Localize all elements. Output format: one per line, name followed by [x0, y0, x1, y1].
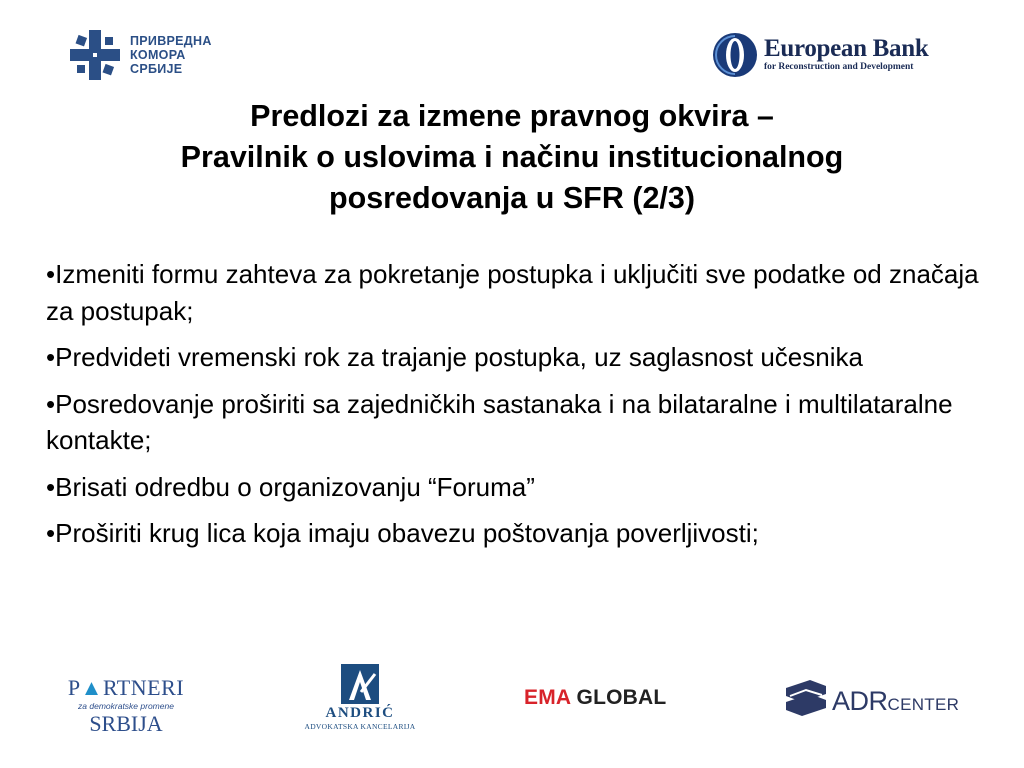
pks-line-1: ПРИВРЕДНА: [130, 34, 212, 48]
pks-line-2: КОМОРА: [130, 48, 186, 62]
title-line-2: Pravilnik o uslovima i načinu institucionalnog: [180, 140, 844, 174]
partneri-logo: [58, 676, 194, 736]
andric-name: ANDRIĆ: [325, 705, 395, 721]
bullet-item: •Posredovanje proširiti sa zajedničkih sastanaka i na bilataralne i multilataralne kontakte;: [46, 388, 953, 455]
andric-logo: [303, 664, 417, 732]
partneri-letters-rest: RTNERI: [102, 675, 185, 700]
partneri-tagline: za demokratske promene: [78, 701, 174, 711]
adr-center-logo: [784, 680, 959, 722]
ebrd-emblem-icon: [712, 32, 758, 78]
bullet-item: •Brisati odredbu o organizovanju “Foruma”: [46, 471, 535, 502]
partneri-letter-p: P: [67, 675, 81, 700]
adr-wordmark: [832, 686, 959, 717]
slide-title: [60, 96, 964, 219]
ema-red-text: EMA: [524, 686, 571, 709]
bullet-item: •Izmeniti formu zahteva za pokretanje postupka i uključiti sve podatke od značaja za postupak;: [46, 259, 979, 326]
ebrd-subtitle: for Reconstruction and Development: [764, 62, 914, 72]
partneri-country: SRBIJA: [89, 711, 163, 736]
ebrd-name: European Bank: [764, 35, 929, 62]
title-line-3: posredovanja u SFR (2/3): [328, 181, 696, 215]
pks-line-3: СРБИЈЕ: [130, 62, 183, 76]
bullet-list: [46, 256, 986, 552]
ema-dark-text: GLOBAL: [576, 686, 667, 709]
andric-a-icon: [341, 664, 379, 704]
pks-emblem-icon: [66, 28, 124, 82]
partneri-triangle-icon: ▲: [80, 675, 103, 700]
adr-small-text: CENTER: [887, 694, 960, 714]
adr-big-text: ADR: [832, 685, 888, 716]
partneri-wordmark: [58, 676, 194, 700]
bullet-item: •Predvideti vremenski rok za trajanje postupka, uz saglasnost učesnika: [46, 342, 863, 372]
title-line-1: Predlozi za izmene pravnog okvira –: [250, 99, 774, 133]
pks-wordmark: [130, 34, 212, 76]
ema-global-logo: [524, 686, 666, 710]
pks-logo: [66, 28, 212, 82]
bullet-item: •Proširiti krug lica koja imaju obavezu poštovanja poverljivosti;: [46, 518, 759, 548]
andric-subtitle: ADVOKATSKA KANCELARIJA: [304, 722, 416, 731]
ebrd-logo: [712, 32, 928, 78]
adr-emblem-icon: [784, 680, 828, 722]
